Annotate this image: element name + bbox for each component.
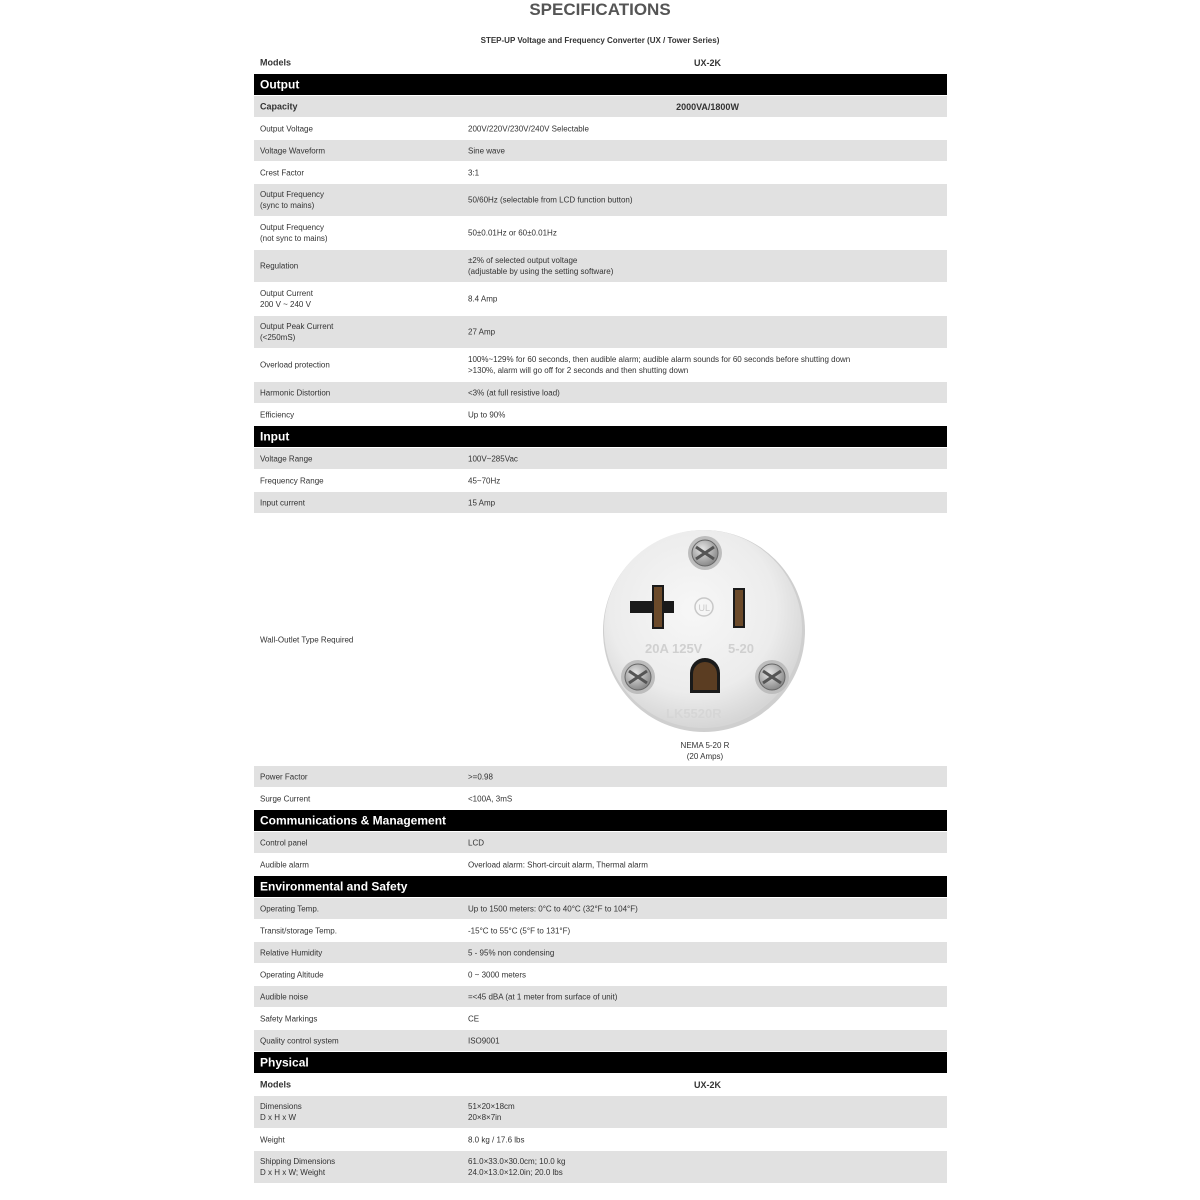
spec-label-line: Output Voltage <box>260 124 313 133</box>
spec-label <box>260 123 313 134</box>
spec-row <box>254 942 947 964</box>
spec-value-line: 3:1 <box>468 168 480 177</box>
spec-value <box>468 453 518 464</box>
input-rows-after <box>254 766 947 810</box>
section-comms-heading: Communications & Management <box>260 813 447 827</box>
physical-models-row <box>254 1074 947 1096</box>
spec-value-line: 61.0×33.0×30.0cm; 10.0 kg <box>468 1157 566 1166</box>
spec-value-line: <3% (at full resistive load) <box>468 388 560 397</box>
spec-value <box>468 969 526 980</box>
spec-value <box>468 228 557 239</box>
spec-row <box>254 140 947 162</box>
outlet-caption-line-2: (20 Amps) <box>686 752 724 761</box>
top-screw-icon <box>688 536 722 570</box>
outlet-type-imprint: 5-20 <box>728 641 755 656</box>
right-screw-icon <box>755 660 789 694</box>
models-value: UX-2K <box>693 57 721 68</box>
spec-label <box>260 222 328 244</box>
spec-label-line: Output Frequency <box>260 223 325 232</box>
page-title: SPECIFICATIONS <box>529 0 671 19</box>
spec-value-line: 51×20×18cm <box>468 1102 515 1111</box>
spec-label <box>260 321 333 343</box>
spec-row <box>254 986 947 1008</box>
spec-value-line: 50/60Hz (selectable from LCD function button) <box>468 195 633 205</box>
spec-value-line: Overload alarm: Short-circuit alarm, Thermal alarm <box>468 860 648 869</box>
spec-label <box>260 288 313 310</box>
section-input <box>254 426 947 448</box>
spec-value <box>468 327 495 338</box>
spec-value-line: >=0.98 <box>468 772 493 781</box>
spec-row <box>254 470 947 492</box>
spec-row <box>254 492 947 514</box>
section-comms <box>254 810 947 832</box>
spec-value-line: CE <box>468 1014 480 1023</box>
spec-label-line: Relative Humidity <box>260 948 323 957</box>
spec-label <box>260 409 294 420</box>
ground-hole-icon <box>690 658 720 693</box>
spec-label-line: Safety Markings <box>260 1014 318 1023</box>
spec-label-line: Quality control system <box>260 1036 339 1045</box>
physical-rows <box>254 1096 947 1184</box>
left-screw-icon <box>621 660 655 694</box>
spec-row <box>254 1151 947 1184</box>
spec-label-line: (not sync to mains) <box>260 234 328 243</box>
spec-row <box>254 448 947 470</box>
spec-value-line: 50±0.01Hz or 60±0.01Hz <box>468 228 557 238</box>
outlet-model-imprint: LK5520R <box>666 706 722 721</box>
spec-value <box>468 859 648 870</box>
spec-value <box>468 387 560 398</box>
spec-label-line: Power Factor <box>260 772 308 781</box>
output-rows <box>254 118 947 426</box>
spec-row <box>254 832 947 854</box>
spec-label <box>260 991 308 1002</box>
spec-value <box>468 145 505 156</box>
spec-label <box>260 947 322 958</box>
spec-row <box>254 217 947 250</box>
capacity-label: Capacity <box>260 101 298 111</box>
spec-row <box>254 788 947 810</box>
environment-rows <box>254 898 947 1052</box>
spec-label <box>260 167 304 178</box>
spec-value-line: ISO9001 <box>468 1036 500 1045</box>
spec-value-line: -15°C to 55°C (5°F to 131°F) <box>468 926 571 935</box>
spec-value <box>468 1035 500 1046</box>
spec-label-line: Output Current <box>260 289 313 298</box>
spec-row <box>254 898 947 920</box>
spec-label-line: Surge Current <box>260 794 311 803</box>
spec-value-line: (adjustable by using the setting software) <box>468 267 614 276</box>
spec-row <box>254 184 947 217</box>
spec-row <box>254 382 947 404</box>
spec-value-line: 8.4 Amp <box>468 294 498 304</box>
spec-label-line: (<250mS) <box>260 333 296 342</box>
spec-label <box>260 793 310 804</box>
spec-value <box>468 947 554 958</box>
spec-label-line: Input current <box>260 498 305 507</box>
spec-row <box>254 404 947 426</box>
spec-value-line: 0 ~ 3000 meters <box>468 970 527 979</box>
spec-label-line: Output Peak Current <box>260 322 334 331</box>
spec-value <box>468 354 850 376</box>
outlet-rating-imprint: 20A 125V <box>645 641 703 656</box>
page-subtitle: STEP-UP Voltage and Frequency Converter (UX / Tower Series) <box>480 36 720 45</box>
spec-value <box>468 409 505 420</box>
spec-row <box>254 1129 947 1151</box>
wall-outlet-label: Wall-Outlet Type Required <box>260 635 354 644</box>
section-input-heading: Input <box>260 429 290 443</box>
spec-label <box>260 360 330 371</box>
spec-value-line: 15 Amp <box>468 498 496 507</box>
spec-label-line: Crest Factor <box>260 168 305 177</box>
spec-label <box>260 969 324 980</box>
spec-row <box>254 920 947 942</box>
section-environment-heading: Environmental and Safety <box>260 879 408 893</box>
spec-value-line: 24.0×13.0×12.0in; 20.0 lbs <box>468 1168 563 1177</box>
spec-value <box>468 1134 524 1145</box>
spec-label <box>260 903 319 914</box>
spec-label-line: Voltage Range <box>260 454 313 463</box>
capacity-row <box>254 96 947 118</box>
spec-row <box>254 854 947 876</box>
spec-value <box>468 475 500 486</box>
spec-value-line: >130%, alarm will go off for 2 seconds and then shutting down <box>468 366 689 375</box>
spec-value <box>468 991 617 1002</box>
spec-label <box>260 1101 302 1123</box>
spec-row <box>254 316 947 349</box>
spec-label-line: Efficiency <box>260 410 295 419</box>
spec-label <box>260 189 324 211</box>
spec-label <box>260 453 313 464</box>
spec-value <box>468 793 512 804</box>
spec-label-line: Audible alarm <box>260 860 309 869</box>
spec-value <box>468 1013 479 1024</box>
spec-value-line: 5 - 95% non condensing <box>468 948 555 957</box>
spec-value-line: Up to 90% <box>468 410 506 419</box>
spec-value-line: 8.0 kg / 17.6 lbs <box>468 1135 525 1144</box>
spec-label <box>260 145 325 156</box>
spec-label-line: Output Frequency <box>260 190 325 199</box>
spec-label <box>260 859 309 870</box>
spec-row <box>254 1030 947 1052</box>
section-physical <box>254 1052 947 1074</box>
spec-value <box>468 167 479 178</box>
spec-row <box>254 1008 947 1030</box>
spec-label-line: Frequency Range <box>260 476 324 485</box>
section-physical-heading: Physical <box>260 1055 309 1069</box>
nema-5-20r-outlet-icon <box>600 525 810 735</box>
capacity-value: 2000VA/1800W <box>676 101 739 112</box>
spec-label <box>260 497 305 508</box>
spec-value-line: Sine wave <box>468 146 505 155</box>
spec-row <box>254 964 947 986</box>
section-output <box>254 74 947 96</box>
spec-label-line: Transit/storage Temp. <box>260 926 337 935</box>
spec-row <box>254 250 947 283</box>
spec-value <box>468 123 589 134</box>
spec-label <box>260 1134 285 1145</box>
spec-value-line: LCD <box>468 838 485 847</box>
spec-label-line: Harmonic Distortion <box>260 388 331 397</box>
models-row <box>254 52 947 74</box>
spec-row <box>254 1096 947 1129</box>
spec-value <box>468 837 484 848</box>
spec-label-line: Weight <box>260 1135 285 1144</box>
spec-value <box>468 903 638 914</box>
spec-label <box>260 1035 339 1046</box>
spec-label-line: Control panel <box>260 838 308 847</box>
spec-label-line: Voltage Waveform <box>260 146 326 155</box>
section-output-heading: Output <box>260 77 300 91</box>
models-label: Models <box>260 57 292 67</box>
spec-row <box>254 162 947 184</box>
spec-label-line: Shipping Dimensions <box>260 1157 336 1166</box>
spec-value <box>468 1101 515 1123</box>
spec-label <box>260 261 298 272</box>
spec-label <box>260 925 337 936</box>
spec-label-line: D x H x W <box>260 1113 296 1122</box>
spec-label <box>260 837 308 848</box>
spec-value <box>468 195 633 206</box>
outlet-caption-line-1: NEMA 5-20 R <box>680 741 730 750</box>
spec-row <box>254 349 947 382</box>
input-rows <box>254 448 947 514</box>
spec-value-line: <100A, 3mS <box>468 794 513 803</box>
spec-value <box>468 255 613 277</box>
comms-rows <box>254 832 947 876</box>
spec-value <box>468 497 495 508</box>
spec-label-line: Audible noise <box>260 992 309 1001</box>
spec-label <box>260 1156 335 1178</box>
spec-value-line: 45~70Hz <box>468 476 501 485</box>
spec-label <box>260 771 308 782</box>
spec-value-line: 20×8×7in <box>468 1113 502 1122</box>
spec-label-line: Dimensions <box>260 1102 302 1111</box>
spec-label-line: Regulation <box>260 261 299 271</box>
spec-value-line: 27 Amp <box>468 327 496 337</box>
spec-label-line: 200 V ~ 240 V <box>260 300 311 309</box>
spec-value-line: 100%~129% for 60 seconds, then audible alarm; audible alarm sounds for 60 seconds before shutting down <box>468 355 851 364</box>
spec-label-line: Overload protection <box>260 360 330 370</box>
spec-label-line: D x H x W; Weight <box>260 1168 326 1177</box>
section-environment <box>254 876 947 898</box>
spec-value <box>468 771 493 782</box>
svg-text:UL: UL <box>698 603 711 613</box>
spec-label <box>260 387 330 398</box>
spec-row <box>254 283 947 316</box>
spec-value <box>468 925 570 936</box>
outlet-caption <box>600 740 810 762</box>
spec-value-line: ±2% of selected output voltage <box>468 256 578 265</box>
spec-value-line: =<45 dBA (at 1 meter from surface of unit) <box>468 992 618 1001</box>
spec-label <box>260 475 324 486</box>
spec-row <box>254 766 947 788</box>
physical-models-value: UX-2K <box>693 1079 721 1090</box>
spec-label-line: (sync to mains) <box>260 201 315 210</box>
spec-value-line: Up to 1500 meters: 0°C to 40°C (32°F to 104°F) <box>468 904 638 913</box>
spec-label <box>260 1013 317 1024</box>
spec-label-line: Operating Altitude <box>260 970 324 979</box>
spec-value <box>468 1156 565 1178</box>
spec-label-line: Operating Temp. <box>260 904 319 913</box>
spec-value-line: 100V~285Vac <box>468 454 518 463</box>
hot-slot-icon <box>733 588 745 628</box>
spec-value <box>468 294 497 305</box>
spec-value-line: 200V/220V/230V/240V Selectable <box>468 124 589 133</box>
physical-models-label: Models <box>260 1079 292 1089</box>
spec-row <box>254 118 947 140</box>
